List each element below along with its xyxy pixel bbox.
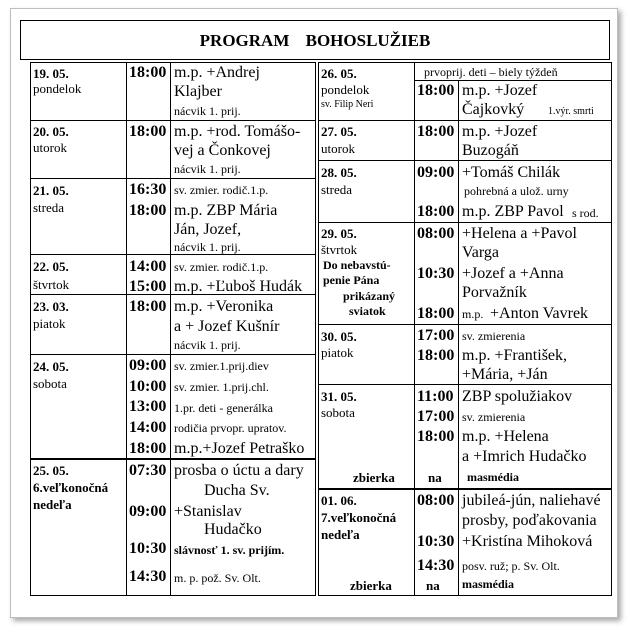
intention-text: m.p. +Andrej xyxy=(174,64,260,81)
day-weekday: sobota xyxy=(33,376,67,391)
intention-text: +Kristína Mihoková xyxy=(462,533,593,550)
day-date: 28. 05. xyxy=(321,165,357,180)
intention-note: sv. zmierenia xyxy=(462,329,526,343)
mass-time: 14:00 xyxy=(129,258,167,275)
mass-time: 18:00 xyxy=(417,123,455,140)
intention-note: nácvik 1. prij. xyxy=(174,104,241,118)
intention-text: +Mária, +Ján xyxy=(462,366,548,383)
day-weekday: sobota xyxy=(321,405,355,420)
day-weekday: piatok xyxy=(321,345,354,360)
day-date: 24. 05. xyxy=(33,359,69,374)
day-weekday: 7.veľkonočná xyxy=(321,510,397,525)
row-separator xyxy=(30,178,316,179)
row-separator xyxy=(318,384,612,385)
intention-text: prosby, poďakovania xyxy=(462,512,597,529)
intention-note: m.p. xyxy=(462,307,484,321)
intention-note: 1.pr. deti - generálka xyxy=(174,401,273,415)
intention-note: nácvik 1. prij. xyxy=(174,162,241,176)
intention-note: nácvik 1. prij. xyxy=(174,338,241,352)
left-divider-date xyxy=(126,62,127,596)
intention-note: sv. zmier. 1.prij.chl. xyxy=(174,380,269,394)
feast-label: Do nebavstú- xyxy=(323,258,391,272)
mass-time: 14:30 xyxy=(129,568,167,585)
mass-time: 18:00 xyxy=(417,203,455,220)
collection-value: na xyxy=(426,578,440,593)
day-weekday: streda xyxy=(321,182,353,197)
media-label: masmédia xyxy=(462,577,514,591)
day-weekday: streda xyxy=(33,200,65,215)
week-note: prvoprij. deti – biely týždeň xyxy=(424,65,558,79)
intention-text: m.p. +rod. Tomášo- xyxy=(174,123,301,140)
intention-text: Ján, Jozef, xyxy=(174,221,242,238)
intention-note: pohrebná a ulož. urny xyxy=(464,184,569,198)
mass-time: 14:00 xyxy=(129,419,167,436)
mass-time: 18:00 xyxy=(129,64,167,81)
intention-text: +Anton Vavrek xyxy=(490,305,589,322)
intention-text: m.p.+Jozef Petraško xyxy=(174,440,305,457)
intention-text: jubileá-jún, naliehavé xyxy=(462,492,601,509)
feast-label: sviatok xyxy=(349,304,386,318)
mass-time: 14:30 xyxy=(417,557,455,574)
mass-time: 07:30 xyxy=(129,462,167,479)
mass-time: 18:00 xyxy=(129,123,167,140)
mass-time: 18:00 xyxy=(417,305,455,322)
day-date: 27. 05. xyxy=(321,124,357,139)
row-separator xyxy=(318,222,612,223)
intention-text: +Tomáš Chilák xyxy=(462,164,561,181)
mass-time: 17:00 xyxy=(417,327,455,344)
day-weekday: pondelok xyxy=(33,81,82,96)
intention-note: posv. ruž; p. Sv. Olt. xyxy=(462,559,560,573)
intention-text: m.p. ZBP Pavol xyxy=(462,203,564,220)
mass-time: 08:00 xyxy=(417,492,455,509)
mass-time: 18:00 xyxy=(417,347,455,364)
intention-text: Varga xyxy=(462,244,500,261)
intention-text: Klajber xyxy=(174,83,222,100)
intention-text: vej a Čonkovej xyxy=(174,142,271,159)
intention-note: nácvik 1. prij. xyxy=(174,240,241,254)
day-weekday: utorok xyxy=(321,141,355,156)
mass-time: 10:30 xyxy=(417,265,455,282)
feast-label: prikázaný xyxy=(343,289,396,303)
intention-text: m.p. ZBP Mária xyxy=(174,202,278,219)
day-date: 21. 05. xyxy=(33,183,69,198)
intention-note: sv. zmier. rodič.1.p. xyxy=(174,260,269,274)
mass-time: 10:00 xyxy=(129,378,167,395)
row-separator xyxy=(318,324,612,325)
intention-text: +Helena a +Pavol xyxy=(462,225,577,242)
day-date: 01. 06. xyxy=(321,493,357,508)
right-divider-time xyxy=(458,80,459,596)
mass-time: 18:00 xyxy=(417,428,455,445)
intention-note: 1.výr. smrti xyxy=(548,106,594,117)
mass-time: 09:00 xyxy=(129,357,167,374)
media-label: masmédia xyxy=(467,470,519,484)
day-weekday: štvrtok xyxy=(33,277,70,292)
mass-time: 18:00 xyxy=(129,440,167,457)
day-date: 31. 05. xyxy=(321,389,357,404)
intention-text: +Jozef a +Anna xyxy=(462,265,564,282)
day-date: 25. 05. xyxy=(33,463,69,478)
mass-time: 16:30 xyxy=(129,181,167,198)
day-date: 23. 03. xyxy=(33,299,69,314)
intention-text: a + Jozef Kušnír xyxy=(174,318,280,335)
intention-note: sv. zmier. rodič.1.p. xyxy=(174,183,269,197)
mass-time: 10:30 xyxy=(129,540,167,557)
intention-text: prosba o úctu a dary xyxy=(174,462,304,479)
mass-time: 13:00 xyxy=(129,398,167,415)
mass-time: 09:00 xyxy=(417,164,455,181)
intention-text: ZBP spolužiakov xyxy=(462,388,573,405)
row-separator xyxy=(318,488,612,490)
day-weekday: štvrtok xyxy=(321,242,358,257)
day-weekday: nedeľa xyxy=(321,527,360,542)
row-separator xyxy=(318,160,612,161)
mass-time: 18:00 xyxy=(129,202,167,219)
collection-label: zbierka xyxy=(350,578,392,593)
mass-time: 17:00 xyxy=(417,408,455,425)
intention-note: rodičia prvopr. upratov. xyxy=(174,421,287,435)
intention-text: m.p. +Helena xyxy=(462,428,549,445)
intention-text: m.p. +Jozef xyxy=(462,82,538,99)
day-note: sv. Filip Neri xyxy=(321,99,374,110)
row-separator xyxy=(318,120,612,121)
mass-time: 18:00 xyxy=(417,82,455,99)
row-separator xyxy=(414,80,612,81)
intention-note: sv. zmierenia xyxy=(462,410,526,424)
intention-text: Ducha Sv. xyxy=(204,482,270,499)
day-date: 19. 05. xyxy=(33,66,69,81)
intention-note: sv. zmier.1.prij.diev xyxy=(174,359,269,373)
intention-note: slávnosť 1. sv. prijím. xyxy=(174,543,285,557)
mass-time: 10:30 xyxy=(417,533,455,550)
row-separator xyxy=(30,354,316,355)
mass-time: 08:00 xyxy=(417,225,455,242)
intention-text: m.p. +Jozef xyxy=(462,123,538,140)
day-date: 29. 05. xyxy=(321,226,357,241)
mass-time: 09:00 xyxy=(129,503,167,520)
left-divider-time xyxy=(170,62,171,596)
mass-time: 18:00 xyxy=(129,298,167,315)
intention-text: Buzogáň xyxy=(462,142,519,159)
intention-text: m.p. +Veronika xyxy=(174,298,274,315)
row-separator xyxy=(30,254,316,255)
intention-text: a +Imrich Hudačko xyxy=(462,448,587,465)
intention-text: Čajkovký xyxy=(462,101,525,118)
intention-note: m. p. pož. Sv. Olt. xyxy=(174,571,261,585)
day-weekday: pondelok xyxy=(321,82,370,97)
day-date: 26. 05. xyxy=(321,66,357,81)
day-weekday: utorok xyxy=(33,140,67,155)
right-divider-date xyxy=(414,62,415,596)
day-date: 30. 05. xyxy=(321,329,357,344)
intention-text: m.p. +Ľuboš Hudák xyxy=(174,278,303,295)
intention-text: +Stanislav xyxy=(174,503,242,520)
mass-time: 15:00 xyxy=(129,278,167,295)
day-weekday: nedeľa xyxy=(33,497,72,512)
row-separator xyxy=(30,120,316,121)
collection-value: na xyxy=(428,470,442,485)
mass-time: 11:00 xyxy=(417,388,454,405)
intention-note: s rod. xyxy=(572,206,599,220)
day-date: 22. 05. xyxy=(33,259,69,274)
row-separator xyxy=(30,458,316,460)
intention-text: m.p. +František, xyxy=(462,347,568,364)
collection-label: zbierka xyxy=(353,470,395,485)
day-weekday: 6.veľkonočná xyxy=(33,480,109,495)
day-date: 20. 05. xyxy=(33,124,69,139)
page-title: PROGRAM BOHOSLUŽIEB xyxy=(20,20,610,60)
day-weekday: piatok xyxy=(33,316,66,331)
feast-label: penie Pána xyxy=(323,273,380,287)
intention-text: Hudačko xyxy=(204,521,262,538)
intention-text: Porvažník xyxy=(462,284,527,301)
